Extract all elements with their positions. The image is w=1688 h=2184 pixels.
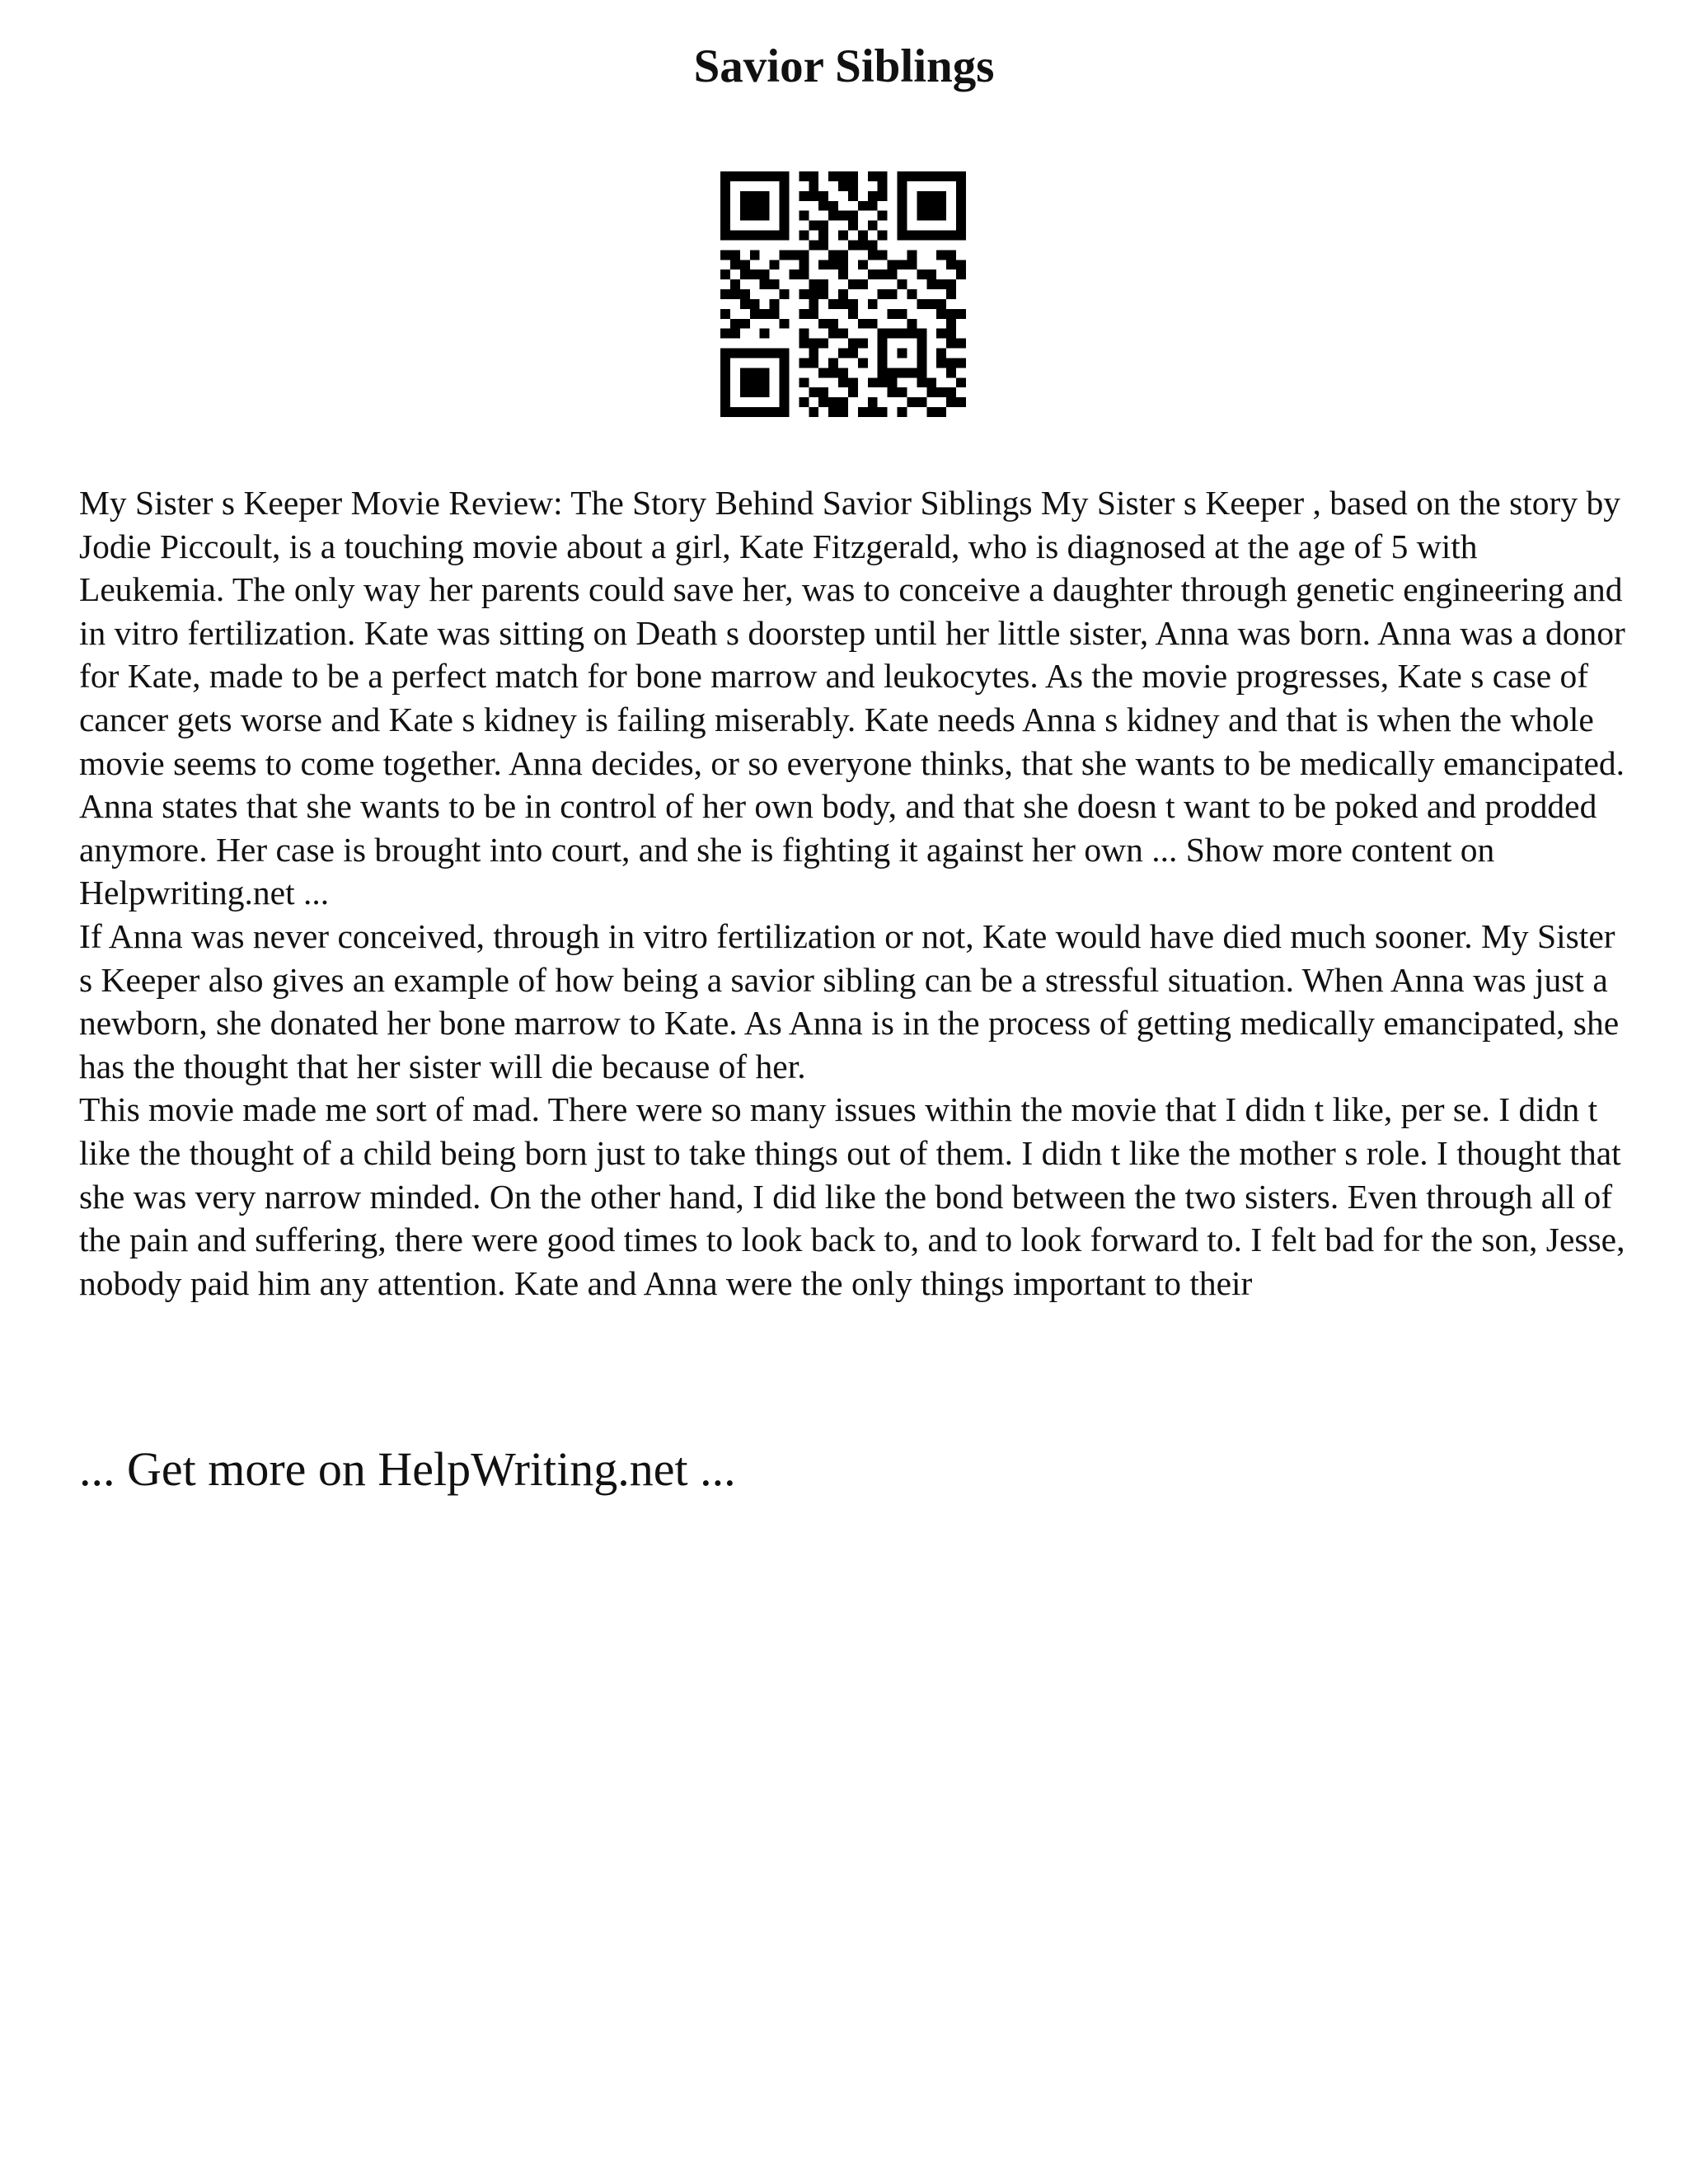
qr-code-icon [720,171,966,417]
get-more-link[interactable]: ... Get more on HelpWriting.net ... [79,1442,736,1496]
paragraph-2: If Anna was never conceived, through in vitro fertilization or not, Kate would have died much sooner. My Sister s Keeper also gives an example of how being a savior sibling can be a stressful situation. When Anna was just a newborn, she donated her bone marrow to Kate. As Anna is in the process of getting medically emancipated, she has the thought that her sister will die because of her. [79,916,1620,1085]
article-body [79,481,1629,1305]
paragraph-3: This movie made me sort of mad. There were so many issues within the movie that I didn t like, per se. I didn t like the thought of a child being born just to take things out of them. I didn t like the mother s role. I thought that she was very narrow minded. On the other hand, I did like the bond between the two sisters. Even through all of the pain and suffering, there were good times to look back to, and to look forward to. I felt bad for the son, Jesse, nobody paid him any attention. Kate and Anna were the only things important to their [79,1090,1625,1302]
paragraph-1: My Sister s Keeper Movie Review: The Story Behind Savior Siblings My Sister s Keeper , based on the story by Jodie Piccoult, is a touching movie about a girl, Kate Fitzgerald, who is diagnosed at the age of 5 with Leukemia. The only way her parents could save her, was to conceive a daughter through genetic engineering and in vitro fertilization. Kate was sitting on Death s doorstep until her little sister, Anna was born. Anna was a donor for Kate, made to be a perfect match for bone marrow and leukocytes. As the movie progresses, Kate s case of cancer gets worse and Kate s kidney is failing miserably. Kate needs Anna s kidney and that is when the whole movie seems to come together. Anna decides, or so everyone thinks, that she wants to be medically emancipated. Anna states that she wants to be in control of her own body, and that she doesn t want to be poked and prodded anymore. Her case is brought into court, and she is fighting it against her own ... Show more content on Helpwriting.net ... [79,484,1625,912]
page-title: Savior Siblings [693,40,995,92]
